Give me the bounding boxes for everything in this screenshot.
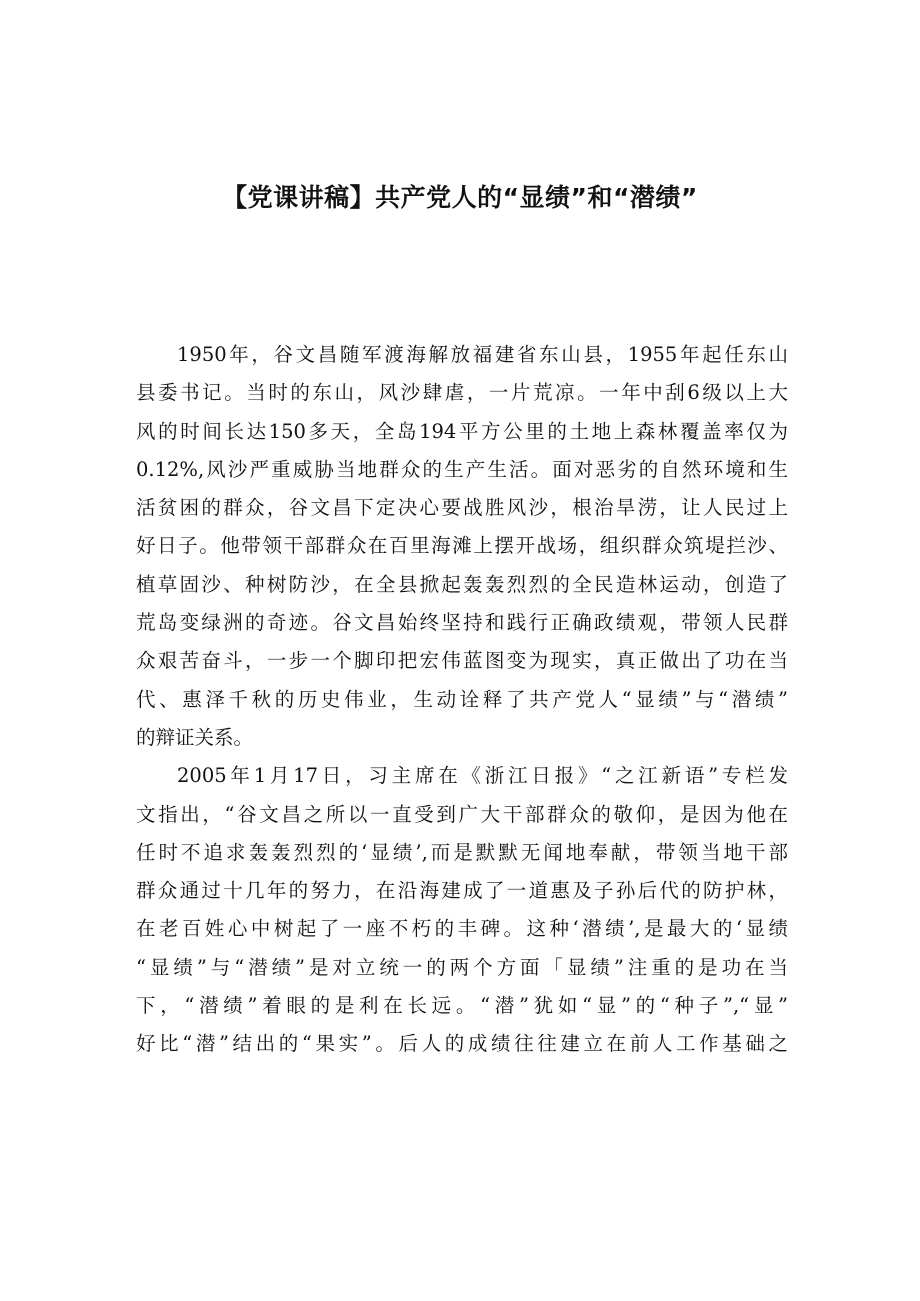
paragraph-line: 风的时间长达150多天，全岛194平方公里的土地上森林覆盖率仅为	[136, 419, 788, 443]
paragraph-line: 县委书记。当时的东山，风沙肆虐，一片荒凉。一年中刮6级以上大	[136, 381, 788, 405]
paragraph-line: 荒岛变绿洲的奇迹。谷文昌始终坚持和践行正确政绩观，带领人民群	[136, 611, 788, 635]
paragraph-line: 下，“潜绩”着眼的是利在长远。“潜”犹如“显”的“种子”,“显”	[136, 994, 788, 1018]
paragraph-line: 好比“潜”结出的“果实”。后人的成绩往往建立在前人工作基础之	[136, 1032, 788, 1056]
paragraph-line: 的辩证关系。	[136, 725, 254, 749]
document-title: 【党课讲稿】共产党人的“显绩”和“潜绩”	[222, 183, 698, 212]
paragraph-line: 文指出，“谷文昌之所以一直受到广大干部群众的敬仰，是因为他在	[136, 802, 788, 826]
paragraph-line: 代、惠泽千秋的历史伟业，生动诠释了共产党人“显绩”与“潜绩”	[136, 687, 788, 711]
paragraph-line: 在老百姓心中树起了一座不朽的丰碑。这种‘潜绩’,是最大的‘显绩	[136, 917, 788, 941]
paragraph-line: 群众通过十几年的努力，在沿海建成了一道惠及子孙后代的防护林，	[136, 879, 788, 903]
paragraph-2	[136, 757, 788, 1063]
paragraph-line: 好日子。他带领干部群众在百里海滩上摆开战场，组织群众筑堤拦沙、	[136, 534, 788, 558]
paragraph-line: 任时不追求轰轰烈烈的‘显绩’,而是默默无闻地奉献，带领当地干部	[136, 840, 788, 864]
paragraph-line: 众艰苦奋斗，一步一个脚印把宏伟蓝图变为现实，真正做出了功在当	[136, 649, 788, 673]
paragraph-1	[136, 336, 788, 757]
paragraph-line: 2005年1月17日，习主席在《浙江日报》“之江新语”专栏发	[177, 764, 788, 788]
paragraph-line: “显绩”与“潜绩”是对立统一的两个方面「显绩”注重的是功在当	[136, 955, 788, 979]
paragraph-line: 1950年，谷文昌随军渡海解放福建省东山县，1955年起任东山	[177, 343, 788, 366]
paragraph-line: 植草固沙、种树防沙，在全县掀起轰轰烈烈的全民造林运动，创造了	[136, 572, 788, 596]
paragraph-line: 0.12%,风沙严重威胁当地群众的生产生活。面对恶劣的自然环境和生	[136, 457, 788, 481]
paragraph-line: 活贫困的群众，谷文昌下定决心要战胜风沙，根治旱涝，让人民过上	[136, 496, 788, 520]
document-body	[136, 336, 788, 1064]
